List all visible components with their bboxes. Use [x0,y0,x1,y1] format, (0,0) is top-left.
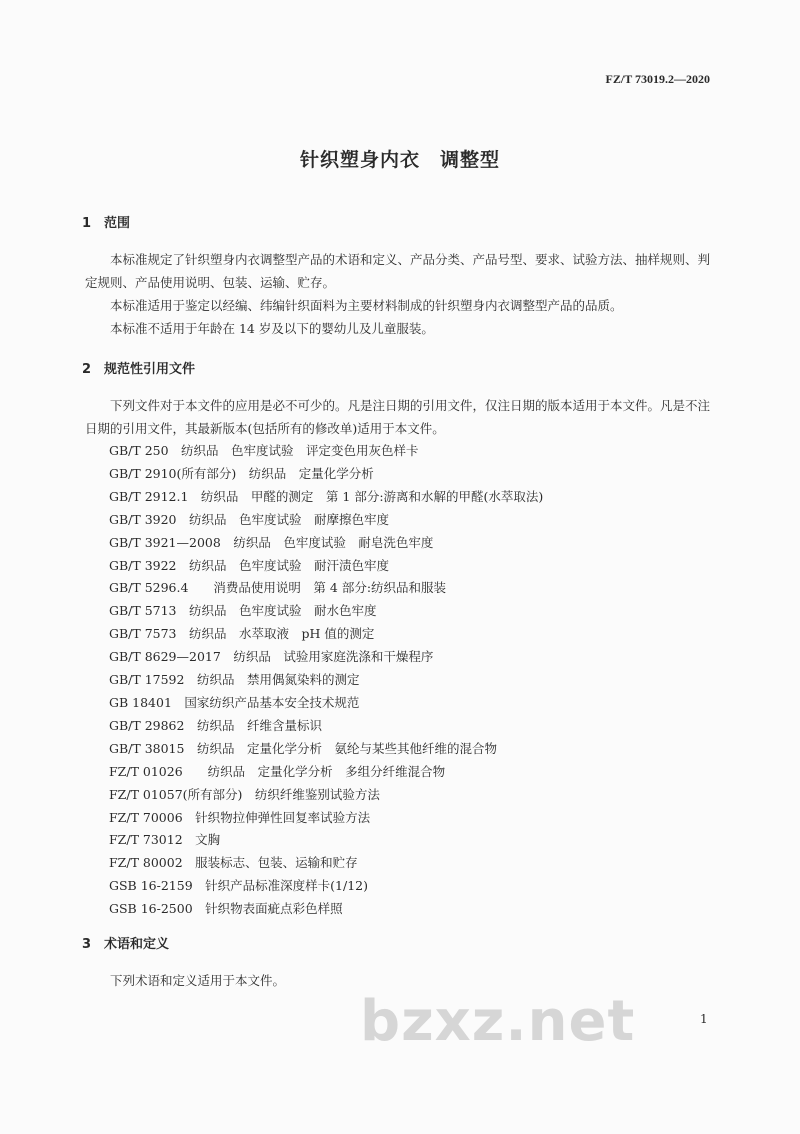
section-heading-1 [82,214,718,234]
reference-item: FZ/T 01026 纺织品 定量化学分析 多组分纤维混合物 [109,763,446,779]
section-heading-2 [82,360,718,380]
section-title: 术语和定义 [104,937,170,953]
reference-item: GB/T 2912.1 纺织品 甲醛的测定 第 1 部分:游离和水解的甲醛(水萃取法) [109,488,544,504]
reference-item: FZ/T 80002 服装标志、包装、运输和贮存 [109,855,358,871]
paragraph: 下列文件对于本文件的应用是必不可少的。凡是注日期的引用文件，仅注日期的版本适用于本文件。凡是不注日期的引用文件，其最新版本(包括所有的修改单)适用于本文件。 [85,398,711,436]
document-title: 针织塑身内衣 调整型 [299,149,500,171]
paragraph: 本标准不适用于年龄在 14 岁及以下的婴幼儿及儿童服装。 [110,321,434,336]
section-number: 1 [82,216,92,231]
reference-item: FZ/T 73012 文胸 [109,832,221,848]
reference-item: GB/T 29862 纺织品 纤维含量标识 [109,717,322,733]
reference-item: GB/T 2910(所有部分) 纺织品 定量化学分析 [109,465,374,481]
document-body [82,208,718,992]
section-heading-3 [82,935,718,955]
section-title: 范围 [104,216,131,231]
paragraph: 本标准规定了针织塑身内衣调整型产品的术语和定义、产品分类、产品号型、要求、试验方法、抽样规则、判定规则、产品使用说明、包装、运输、贮存。 [85,252,711,290]
paragraph: 本标准适用于鉴定以经编、纬编针织面料为主要材料制成的针织塑身内衣调整型产品的品质。 [110,298,623,313]
reference-item: GB/T 8629—2017 纺织品 试验用家庭洗涤和干燥程序 [109,649,434,665]
reference-item: GB 18401 国家纺织产品基本安全技术规范 [109,694,360,710]
reference-item: GB/T 38015 纺织品 定量化学分析 氨纶与某些其他纤维的混合物 [109,740,497,756]
reference-list [82,440,718,921]
reference-item: GB/T 3921—2008 纺织品 色牢度试验 耐皂洗色牢度 [109,534,434,550]
section-title: 规范性引用文件 [104,362,196,377]
reference-item: FZ/T 70006 针织物拉伸弹性回复率试验方法 [109,809,371,825]
reference-item: GB/T 17592 纺织品 禁用偶氮染料的测定 [109,672,360,688]
reference-item: GSB 16-2500 针织物表面疵点彩色样照 [109,901,343,917]
reference-item: GB/T 3920 纺织品 色牢度试验 耐摩擦色牢度 [109,511,390,527]
paragraph: 下列术语和定义适用于本文件。 [110,973,286,989]
section-number: 2 [82,362,92,377]
reference-item: GB/T 5713 纺织品 色牢度试验 耐水色牢度 [109,603,377,619]
reference-item: GB/T 250 纺织品 色牢度试验 评定变色用灰色样卡 [109,443,419,458]
section-number: 3 [82,937,92,953]
page-number: 1 [700,1012,708,1026]
reference-item: GB/T 3922 纺织品 色牢度试验 耐汗渍色牢度 [109,557,390,573]
watermark: bzxz.net [360,989,636,1054]
reference-item: GB/T 7573 纺织品 水萃取液 pH 值的测定 [109,626,375,642]
reference-item: GB/T 5296.4 消费品使用说明 第 4 部分:纺织品和服装 [109,580,447,596]
reference-item: GSB 16-2159 针织产品标准深度样卡(1/12) [109,878,368,894]
reference-item: FZ/T 01057(所有部分) 纺织纤维鉴别试验方法 [109,786,380,802]
standard-number: FZ/T 73019.2—2020 [605,72,710,86]
